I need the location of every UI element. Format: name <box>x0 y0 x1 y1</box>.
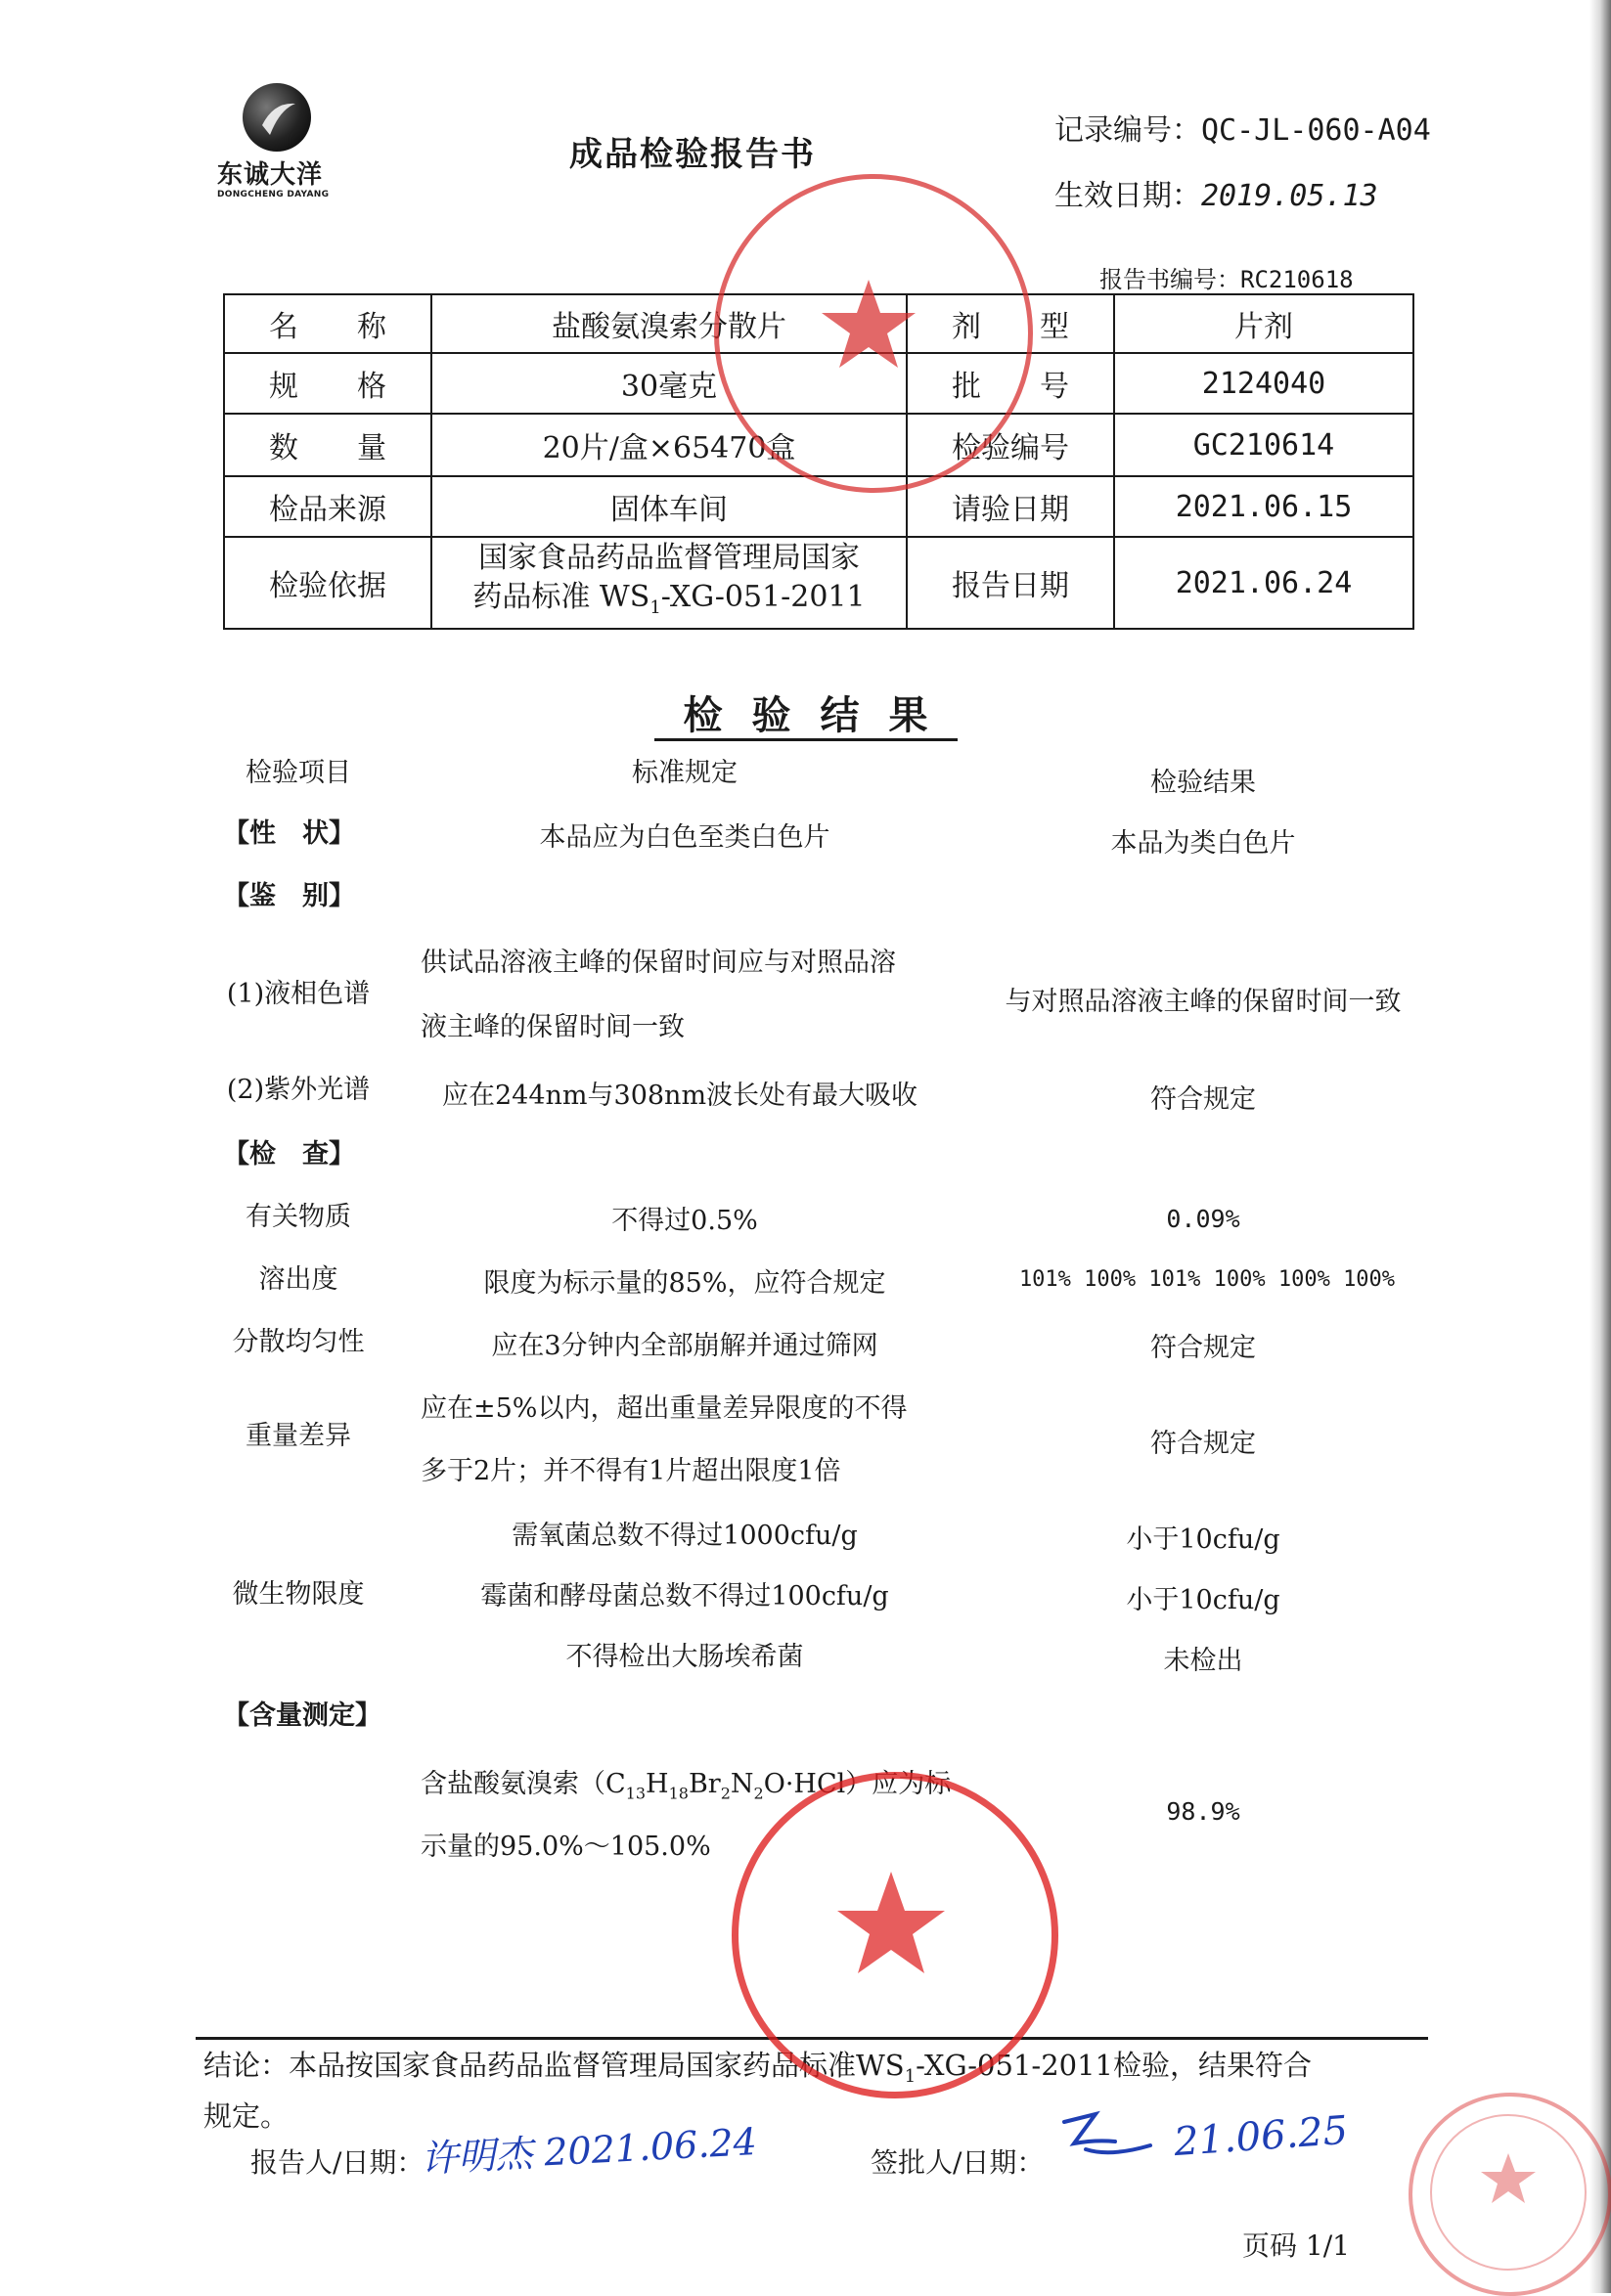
document-title: 成品检验报告书 <box>569 135 816 174</box>
conclusion-subscript: 1 <box>904 2065 917 2087</box>
scan-edge-shadow <box>1589 0 1611 2293</box>
report-date-value: 2021.06.24 <box>1114 537 1413 629</box>
formula-n: N <box>730 1769 754 1799</box>
microbial-standard-1: 需氧菌总数不得过1000cfu/g <box>512 1521 858 1551</box>
conclusion-line-1-post: -XG-051-2011检验，结果符合 <box>916 2049 1313 2082</box>
inspection-seal-star-icon <box>1477 2151 1540 2206</box>
related-item: 有关物质 <box>246 1202 351 1232</box>
formula-h: H <box>646 1769 669 1799</box>
microbial-result-3: 未检出 <box>1163 1646 1243 1676</box>
dissolution-item: 溶出度 <box>258 1264 338 1295</box>
microbial-result-2: 小于10cfu/g <box>1126 1585 1280 1615</box>
company-name-en: DONGCHENG DAYANG <box>217 190 330 199</box>
header-item: 检验项目 <box>246 758 351 788</box>
section-identification: 【鉴 别】 <box>223 881 355 911</box>
source-value: 固体车间 <box>431 476 907 537</box>
header-result: 检验结果 <box>1150 768 1256 798</box>
quantity-value: 20片/盒×65470盒 <box>431 414 907 476</box>
section-check: 【检 查】 <box>223 1139 355 1170</box>
section-appearance: 【性 状】 <box>223 818 355 849</box>
microbial-standard-2: 霉菌和酵母菌总数不得过100cfu/g <box>480 1581 889 1612</box>
report-date-label: 报告日期 <box>907 537 1114 629</box>
hplc-item: (1)液相色谱 <box>226 979 371 1009</box>
appearance-standard: 本品应为白色至类白色片 <box>539 822 830 853</box>
microbial-result-1: 小于10cfu/g <box>1126 1524 1280 1555</box>
effective-date-label: 生效日期： <box>1054 179 1201 213</box>
form-label: 剂 型 <box>907 294 1114 353</box>
approver-signature: 21.06.25 <box>1172 2107 1350 2166</box>
assay-standard-line-2: 示量的95.0%～105.0% <box>421 1832 711 1862</box>
table-row <box>224 476 1413 537</box>
uv-result: 符合规定 <box>1150 1084 1256 1115</box>
report-number <box>1099 260 1354 294</box>
related-standard: 不得过0.5% <box>611 1206 758 1236</box>
record-number-value: QC-JL-060-A04 <box>1201 113 1431 148</box>
microbial-standard-3: 不得检出大肠埃希菌 <box>565 1642 804 1672</box>
name-value: 盐酸氨溴索分散片 <box>431 294 907 353</box>
batch-label: 批 号 <box>907 353 1114 414</box>
source-label: 检品来源 <box>224 476 431 537</box>
weight-item: 重量差异 <box>246 1421 351 1451</box>
basis-label: 检验依据 <box>224 537 431 629</box>
effective-date-value: 2019.05.13 <box>1201 179 1378 213</box>
table-row <box>224 537 1413 629</box>
formula-sub-br: 2 <box>720 1784 731 1803</box>
test-number-label: 检验编号 <box>907 414 1114 476</box>
batch-value: 2124040 <box>1114 353 1413 414</box>
formula-sub-h: 18 <box>668 1784 689 1803</box>
company-seal-star-icon <box>818 1866 964 1983</box>
dispersion-result: 符合规定 <box>1150 1333 1256 1363</box>
record-number <box>1054 106 1431 149</box>
header-standard: 标准规定 <box>632 758 738 788</box>
assay-standard-post: O·HCl）应为标 <box>763 1769 952 1799</box>
dissolution-standard: 限度为标示量的85%，应符合规定 <box>483 1268 886 1299</box>
weight-standard-line-2: 多于2片；并不得有1片超出限度1倍 <box>421 1456 841 1486</box>
basis-line-2-pre: 药品标准 WS <box>472 579 650 614</box>
report-number-label: 报告书编号： <box>1099 266 1240 293</box>
results-title-text: 检验结果 <box>654 692 958 741</box>
basis-value <box>431 537 907 629</box>
assay-result: 98.9% <box>1166 1797 1240 1826</box>
appearance-result: 本品为类白色片 <box>1110 828 1296 859</box>
dissolution-result: 101% 100% 101% 100% 100% 100% <box>1018 1267 1396 1292</box>
conclusion-line-1-pre: 结论：本品按国家食品药品监督管理局国家药品标准WS <box>203 2049 905 2082</box>
assay-standard-pre: 含盐酸氨溴索（C <box>421 1769 626 1799</box>
formula-sub-n: 2 <box>753 1784 764 1803</box>
logo-swoosh-icon <box>256 96 301 141</box>
name-label: 名 称 <box>224 294 431 353</box>
basis-line-2 <box>438 578 900 628</box>
dispersion-standard: 应在3分钟内全部崩解并通过筛网 <box>491 1331 878 1361</box>
weight-standard-line-1: 应在±5%以内，超出重量差异限度的不得 <box>421 1393 908 1424</box>
report-number-value: RC210618 <box>1240 266 1354 293</box>
page-number: 页码 1/1 <box>1242 2230 1350 2262</box>
spec-label: 规 格 <box>224 353 431 414</box>
approver-signature-mark <box>1056 2093 1164 2181</box>
weight-result: 符合规定 <box>1150 1429 1256 1459</box>
uv-item: (2)紫外光谱 <box>226 1075 371 1105</box>
quantity-label: 数 量 <box>224 414 431 476</box>
hplc-result: 与对照品溶液主峰的保留时间一致 <box>1005 987 1402 1017</box>
related-result: 0.09% <box>1166 1205 1240 1233</box>
test-number-value: GC210614 <box>1114 414 1413 476</box>
formula-br: Br <box>688 1769 721 1799</box>
formula-sub-c: 13 <box>625 1784 647 1803</box>
record-number-label: 记录编号： <box>1054 113 1201 148</box>
basis-line-2-post: -XG-051-2011 <box>660 579 866 614</box>
request-date-label: 请验日期 <box>907 476 1114 537</box>
hplc-standard-line-1: 供试品溶液主峰的保留时间应与对照品溶 <box>421 948 896 978</box>
form-value: 片剂 <box>1114 294 1413 353</box>
request-date-value: 2021.06.15 <box>1114 476 1413 537</box>
basis-subscript: 1 <box>649 596 661 618</box>
company-name-cn: 东诚大洋 <box>217 160 324 190</box>
results-title <box>0 684 1611 740</box>
seal-star-icon <box>800 272 937 379</box>
dispersion-item: 分散均匀性 <box>232 1327 365 1357</box>
effective-date <box>1054 171 1378 214</box>
reporter-label: 报告人/日期： <box>250 2146 425 2179</box>
microbial-item: 微生物限度 <box>232 1579 365 1610</box>
conclusion-line-2: 规定。 <box>203 2098 290 2133</box>
hplc-standard-line-2: 液主峰的保留时间一致 <box>421 1012 685 1042</box>
basis-line-1: 国家食品药品监督管理局国家 <box>478 540 860 575</box>
spec-value: 30毫克 <box>431 353 907 414</box>
approver-label: 签批人/日期： <box>871 2146 1045 2179</box>
section-assay: 【含量测定】 <box>223 1700 381 1731</box>
reporter-signature: 许明杰 2021.06.24 <box>420 2120 758 2181</box>
uv-standard: 应在244nm与308nm波长处有最大吸收 <box>442 1081 918 1111</box>
